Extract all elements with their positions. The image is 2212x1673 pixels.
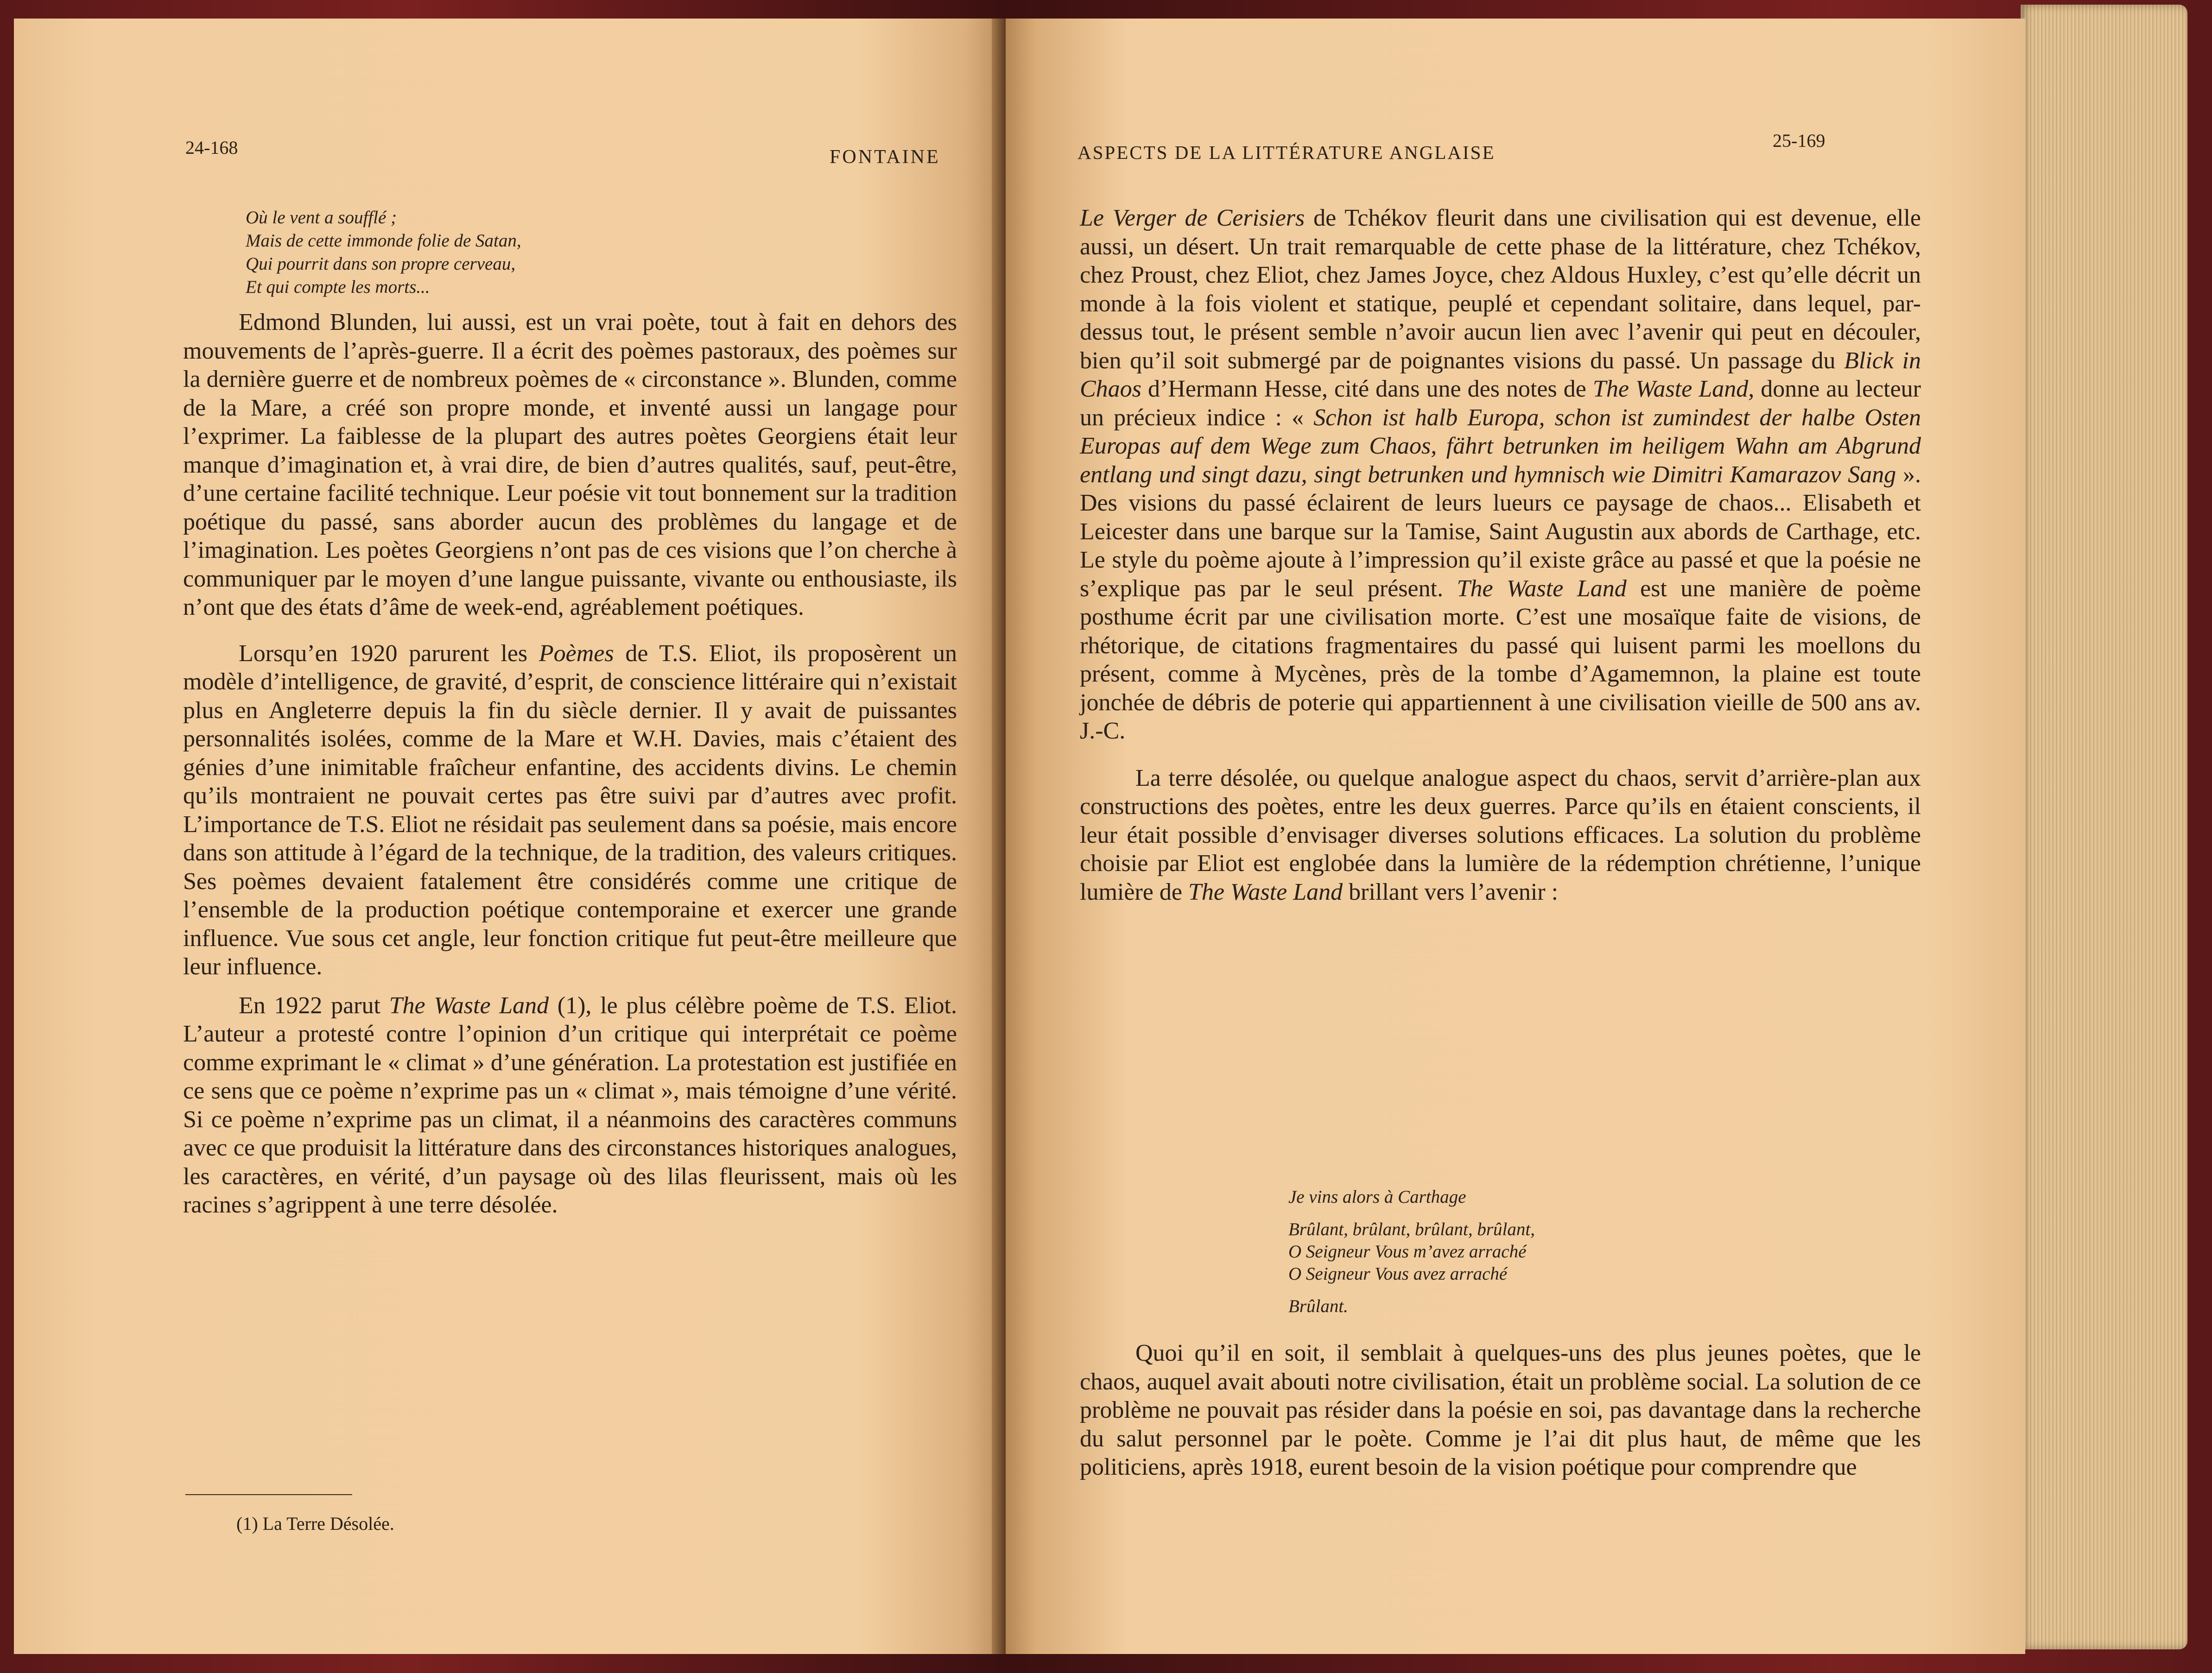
- footnote-rule: [185, 1494, 352, 1495]
- poem-line: O Seigneur Vous m’avez arraché: [1288, 1242, 1527, 1262]
- left-page-number: 24-168: [185, 137, 238, 158]
- poem-line: Je vins alors à Carthage: [1288, 1187, 1466, 1207]
- poem-line: Brûlant, brûlant, brûlant, brûlant,: [1288, 1219, 1535, 1239]
- poem-quote: [1288, 1186, 1535, 1318]
- right-page: [1006, 19, 2025, 1654]
- paragraph: Quoi qu’il en soit, il semblait à quelques-uns des plus jeunes poètes, que le chaos, auquel avait abouti notre civilisation, était un problème social. La solution de ce problème ne pouvait pas résider dans la poésie en soi, pas davantage dans la recherche du salut personnel par le poète. Comme je l’ai dit plus haut, de même que les politiciens, après 1918, eurent besoin de la vision poétique pour comprendre que: [1080, 1340, 1921, 1480]
- left-text-column: [183, 308, 957, 1219]
- right-page-number: 25-169: [1773, 130, 1825, 151]
- right-page-header: ASPECTS DE LA LITTÉRATURE ANGLAISE: [1077, 142, 1496, 163]
- epigraph: [246, 206, 521, 299]
- poem-line: Brûlant.: [1288, 1296, 1348, 1316]
- footnote: (1) La Terre Désolée.: [236, 1513, 394, 1534]
- epigraph-line: Et qui compte les morts...: [246, 277, 430, 297]
- left-page-header: FONTAINE: [830, 146, 940, 168]
- epigraph-line: Qui pourrit dans son propre cerveau,: [246, 254, 516, 274]
- paragraph: Le Verger de Cerisiers de Tchékov fleurit dans une civilisation qui est devenue, elle aussi, un désert. Un trait remarquable de cette phase de la littérature, chez Tchékov, chez Proust, chez Eliot, chez James Joyce, chez Aldous Huxley, c’est qu’elle décrit un monde à la fois violent et statique, peuplé et cependant solitaire, dans lequel, par-dessus tout, le présent semble n’avoir aucun lien avec l’avenir qui peut en découler, bien qu’il soit submergé par de poignantes visions du passé. Un passage du Blick in Chaos d’Hermann Hesse, cité dans une des notes de The Waste Land, donne au lecteur un précieux indice : « Schon ist halb Europa, schon ist zumindest der halbe Osten Europas auf dem Wege zum Chaos, fährt betrunken im heiligem Wahn am Abgrund entlang und singt dazu, singt betrunken und hymnisch wie Dimitri Kamarazov Sang ». Des visions du passé éclairent de leurs lueurs ce paysage de chaos... Elisabeth et Leicester dans une barque sur la Tamise, Saint Augustin aux abords de Carthage, etc. Le style du poème ajoute à l’impression qu’il existe grâce au passé et que la poésie ne s’explique pas par le seul présent. The Waste Land est une manière de poème posthume écrit par une civilisation morte. C’est une mosaïque faite de visions, de rhétorique, de citations fragmentaires du passé qui luisent parmi les moellons du présent, comme à Mycènes, près de la tombe d’Agamemnon, la plaine est toute jonchée de débris de poterie qui appartiennent à une civilisation vieille de 500 ans av. J.-C.: [1080, 205, 1921, 744]
- poem-line: O Seigneur Vous avez arraché: [1288, 1264, 1508, 1284]
- epigraph-line: Où le vent a soufflé ;: [246, 208, 397, 227]
- paragraph: La terre désolée, ou quelque analogue aspect du chaos, servit d’arrière-plan aux constructions des poètes, entre les deux guerres. Parce qu’ils en étaient conscients, il leur était possible d’envisager diverses solutions efficaces. La solution du problème choisie par Eliot est englobée dans la lumière de la rédemption chrétienne, l’unique lumière de The Waste Land brillant vers l’avenir :: [1080, 764, 1921, 905]
- page-edges: [2021, 5, 2187, 1649]
- right-text-column: [1080, 204, 1921, 906]
- paragraph: En 1922 parut The Waste Land (1), le plus célèbre poème de T.S. Eliot. L’auteur a protesté contre l’opinion d’un critique qui interprétait ce poème comme exprimant le « climat » d’une génération. La protestation est justifiée en ce sens que ce poème n’exprime pas un « climat », mais témoigne d’une vérité. Si ce poème n’exprime pas un climat, il a néanmoins des caractères communs avec ce que produisit la littérature dans des circonstances historiques analogues, les caractères, en vérité, d’un paysage où des lilas fleurissent, mais où les racines s’agrippent à une terre désolée.: [183, 992, 957, 1218]
- right-text-column-bottom: [1080, 1339, 1921, 1482]
- paragraph: Edmond Blunden, lui aussi, est un vrai poète, tout à fait en dehors des mouvements de l’après-guerre. Il a écrit des poèmes pastoraux, des poèmes sur la dernière guerre et de nombreux poèmes de « circonstance ». Blunden, comme de la Mare, a créé son propre monde, et inventé aussi un langage pour l’exprimer. La faiblesse de la plupart des autres poètes Georgiens était leur manque d’imagination et, à vrai dire, de bien d’autres qualités, sauf, peut-être, d’une certaine facilité technique. Leur poésie vit tout bonnement sur la tradition poétique du passé, sans aborder aucun des problèmes du langage et de l’imagination. Les poètes Georgiens n’ont pas de ces visions que l’on cherche à communiquer par le moyen d’une langue puissante, vivante ou enthousiaste, ils n’ont que des états d’âme de week-end, agréablement poétiques.: [183, 309, 957, 620]
- left-page: [14, 19, 1006, 1654]
- epigraph-line: Mais de cette immonde folie de Satan,: [246, 231, 521, 251]
- paragraph: Lorsqu’en 1920 parurent les Poèmes de T.S. Eliot, ils proposèrent un modèle d’intelligence, de gravité, d’esprit, de conscience littéraire qui n’existait plus en Angleterre depuis la fin du siècle dernier. Il y avait de puissantes personnalités isolées, comme de la Mare et W.H. Davies, mais c’étaient des génies d’une inimitable fraîcheur enfantine, des accidents divins. Le chemin qu’ils montraient ne pouvait certes pas être suivi par d’autres avec profit. L’importance de T.S. Eliot ne résidait pas seulement dans sa poésie, mais encore dans son attitude à l’égard de la technique, de la tradition, des valeurs critiques. Ses poèmes devaient fatalement être considérés comme une critique de l’ensemble de la production poétique contemporaine et exercer une grande influence. Vue sous cet angle, leur fonction critique fut peut-être meilleure que leur influence.: [183, 640, 957, 980]
